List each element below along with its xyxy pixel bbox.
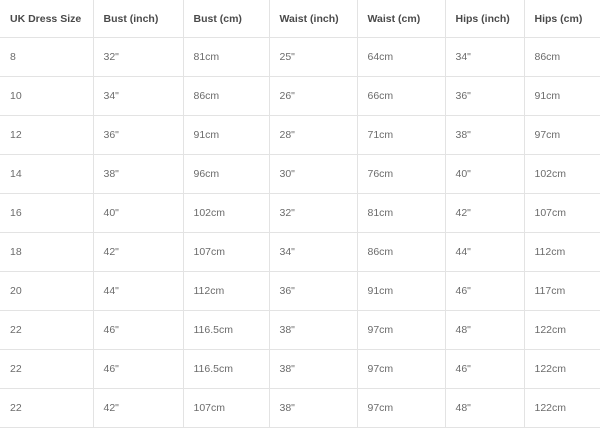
cell-hips-cm: 122cm xyxy=(524,311,600,350)
cell-uk-dress-size: 22 xyxy=(0,350,93,389)
column-header-hips-inch: Hips (inch) xyxy=(445,0,524,38)
cell-hips-cm: 112cm xyxy=(524,233,600,272)
cell-uk-dress-size: 22 xyxy=(0,311,93,350)
table-row xyxy=(0,272,600,311)
cell-bust-inch: 36" xyxy=(93,116,183,155)
cell-hips-cm: 102cm xyxy=(524,155,600,194)
cell-bust-cm: 102cm xyxy=(183,194,269,233)
table-header-row xyxy=(0,0,600,38)
cell-bust-cm: 112cm xyxy=(183,272,269,311)
column-header-bust-inch: Bust (inch) xyxy=(93,0,183,38)
cell-waist-inch: 26" xyxy=(269,77,357,116)
cell-bust-inch: 40" xyxy=(93,194,183,233)
cell-hips-inch: 48" xyxy=(445,389,524,428)
cell-bust-cm: 81cm xyxy=(183,38,269,77)
cell-uk-dress-size: 14 xyxy=(0,155,93,194)
cell-hips-inch: 48" xyxy=(445,311,524,350)
cell-hips-cm: 107cm xyxy=(524,194,600,233)
table-row xyxy=(0,38,600,77)
cell-hips-cm: 91cm xyxy=(524,77,600,116)
cell-waist-inch: 28" xyxy=(269,116,357,155)
cell-uk-dress-size: 22 xyxy=(0,389,93,428)
column-header-hips-cm: Hips (cm) xyxy=(524,0,600,38)
column-header-uk-dress-size: UK Dress Size xyxy=(0,0,93,38)
column-header-waist-cm: Waist (cm) xyxy=(357,0,445,38)
cell-hips-cm: 122cm xyxy=(524,389,600,428)
table-header xyxy=(0,0,600,38)
cell-uk-dress-size: 12 xyxy=(0,116,93,155)
column-header-waist-inch: Waist (inch) xyxy=(269,0,357,38)
cell-waist-cm: 66cm xyxy=(357,77,445,116)
table-row xyxy=(0,233,600,272)
cell-bust-inch: 46" xyxy=(93,350,183,389)
cell-waist-cm: 97cm xyxy=(357,350,445,389)
cell-bust-inch: 42" xyxy=(93,233,183,272)
cell-hips-inch: 46" xyxy=(445,272,524,311)
cell-waist-inch: 38" xyxy=(269,311,357,350)
cell-waist-cm: 86cm xyxy=(357,233,445,272)
cell-waist-cm: 64cm xyxy=(357,38,445,77)
table-body xyxy=(0,38,600,428)
cell-bust-inch: 42" xyxy=(93,389,183,428)
table-row xyxy=(0,155,600,194)
cell-waist-inch: 32" xyxy=(269,194,357,233)
cell-hips-inch: 44" xyxy=(445,233,524,272)
cell-bust-cm: 107cm xyxy=(183,233,269,272)
cell-waist-cm: 97cm xyxy=(357,311,445,350)
cell-bust-inch: 46" xyxy=(93,311,183,350)
cell-bust-cm: 91cm xyxy=(183,116,269,155)
cell-hips-inch: 36" xyxy=(445,77,524,116)
table-row xyxy=(0,350,600,389)
cell-hips-inch: 42" xyxy=(445,194,524,233)
cell-waist-cm: 71cm xyxy=(357,116,445,155)
cell-waist-inch: 38" xyxy=(269,389,357,428)
cell-uk-dress-size: 18 xyxy=(0,233,93,272)
cell-uk-dress-size: 16 xyxy=(0,194,93,233)
cell-waist-cm: 76cm xyxy=(357,155,445,194)
cell-uk-dress-size: 10 xyxy=(0,77,93,116)
table-row xyxy=(0,311,600,350)
cell-waist-inch: 34" xyxy=(269,233,357,272)
cell-bust-inch: 44" xyxy=(93,272,183,311)
cell-bust-cm: 107cm xyxy=(183,389,269,428)
cell-waist-inch: 30" xyxy=(269,155,357,194)
cell-bust-cm: 96cm xyxy=(183,155,269,194)
cell-waist-cm: 81cm xyxy=(357,194,445,233)
cell-waist-inch: 36" xyxy=(269,272,357,311)
cell-bust-cm: 86cm xyxy=(183,77,269,116)
table-row xyxy=(0,77,600,116)
cell-hips-inch: 34" xyxy=(445,38,524,77)
cell-hips-inch: 38" xyxy=(445,116,524,155)
cell-hips-cm: 97cm xyxy=(524,116,600,155)
cell-waist-cm: 91cm xyxy=(357,272,445,311)
table-row xyxy=(0,116,600,155)
cell-waist-inch: 38" xyxy=(269,350,357,389)
cell-hips-cm: 117cm xyxy=(524,272,600,311)
table-row xyxy=(0,194,600,233)
cell-waist-cm: 97cm xyxy=(357,389,445,428)
cell-hips-cm: 122cm xyxy=(524,350,600,389)
table-row xyxy=(0,389,600,428)
cell-waist-inch: 25" xyxy=(269,38,357,77)
cell-bust-cm: 116.5cm xyxy=(183,350,269,389)
cell-bust-inch: 32" xyxy=(93,38,183,77)
cell-uk-dress-size: 8 xyxy=(0,38,93,77)
cell-bust-inch: 34" xyxy=(93,77,183,116)
cell-hips-inch: 40" xyxy=(445,155,524,194)
cell-hips-cm: 86cm xyxy=(524,38,600,77)
cell-hips-inch: 46" xyxy=(445,350,524,389)
column-header-bust-cm: Bust (cm) xyxy=(183,0,269,38)
cell-bust-inch: 38" xyxy=(93,155,183,194)
cell-bust-cm: 116.5cm xyxy=(183,311,269,350)
cell-uk-dress-size: 20 xyxy=(0,272,93,311)
